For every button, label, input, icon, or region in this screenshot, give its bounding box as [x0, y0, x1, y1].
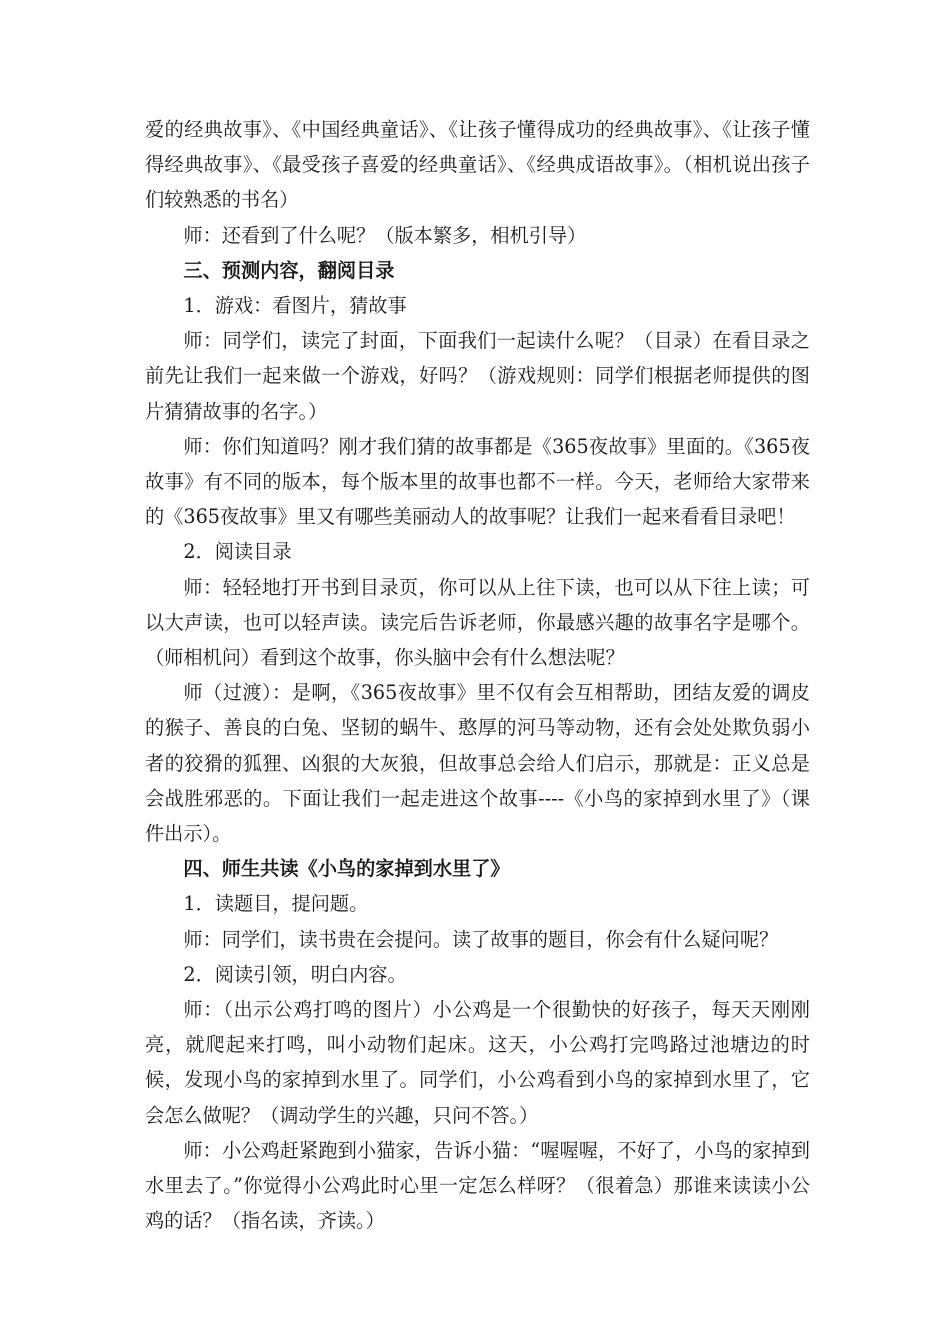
paragraph-teacher-question: 师：还看到了什么呢？（版本繁多，相机引导）: [183, 223, 587, 247]
subheading-read-title: 1．读题目，提问题。: [183, 892, 369, 916]
section-heading-3: 三、预测内容，翻阅目录: [183, 258, 395, 282]
subheading-read-contents: 2．阅读目录: [183, 540, 292, 564]
document-page: [145, 112, 810, 1239]
paragraph-read-contents: 师：轻轻地打开书到目录页，你可以从上往下读，也可以从下往上读；可以大声读，也可以轻声读。读完后告诉老师，你最感兴趣的故事名字是哪个。（师相机问）看到这个故事，你头脑中会有什么想法呢？: [145, 575, 810, 670]
paragraph-transition: 师（过渡）：是啊，《365夜故事》里不仅有会互相帮助，团结友爱的调皮的猴子、善良的白兔、坚韧的蜗牛、憨厚的河马等动物，还有会处处欺负弱小者的狡猾的狐狸、凶狠的大灰狼，但故事总会给人们启示，那就是：正义总是会战胜邪恶的。下面让我们一起走进这个故事----《小鸟的家掉到水里了》（课件出示）。: [145, 681, 810, 846]
paragraph-rooster: 师：（出示公鸡打鸣的图片）小公鸡是一个很勤快的好孩子，每天天刚刚亮，就爬起来打鸣，叫小动物们起床。这天，小公鸡打完鸣路过池塘边的时候，发现小鸟的家掉到水里了。同学们，小公鸡看到小鸟的家掉到水里了，它会怎么做呢？（调动学生的兴趣，只问不答。）: [145, 998, 810, 1127]
paragraph-365-stories: 师：你们知道吗？刚才我们猜的故事都是《365夜故事》里面的。《365夜故事》有不同的版本，每个版本里的故事也都不一样。今天，老师给大家带来的《365夜故事》里又有哪些美丽动人的故事呢？让我们一起来看看目录吧！: [145, 434, 810, 529]
paragraph-ask-question: 师：同学们，读书贵在会提问。读了故事的题目，你会有什么疑问呢？: [183, 927, 779, 951]
paragraph-book-list: 爱的经典故事》、《中国经典童话》、《让孩子懂得成功的经典故事》、《让孩子懂得经典故事》、《最受孩子喜爱的经典童话》、《经典成语故事》。（相机说出孩子们较熟悉的书名）: [145, 118, 810, 212]
paragraph-game-intro: 师：同学们，读完了封面，下面我们一起读什么呢？（目录）在看目录之前先让我们一起来做一个游戏，好吗？（游戏规则：同学们根据老师提供的图片猜猜故事的名字。）: [145, 329, 810, 423]
paragraph-rooster-cat: 师：小公鸡赶紧跑到小猫家，告诉小猫：“喔喔喔，不好了，小鸟的家掉到水里去了。”你觉得小公鸡此时心里一定怎么样呀？（很着急）那谁来读读小公鸡的话？（指名读，齐读。）: [145, 1138, 810, 1233]
section-heading-4: 四、师生共读《小鸟的家掉到水里了》: [183, 857, 510, 881]
subheading-game: 1．游戏：看图片，猜故事: [183, 294, 407, 318]
subheading-guided-reading: 2．阅读引领，明白内容。: [183, 962, 407, 986]
